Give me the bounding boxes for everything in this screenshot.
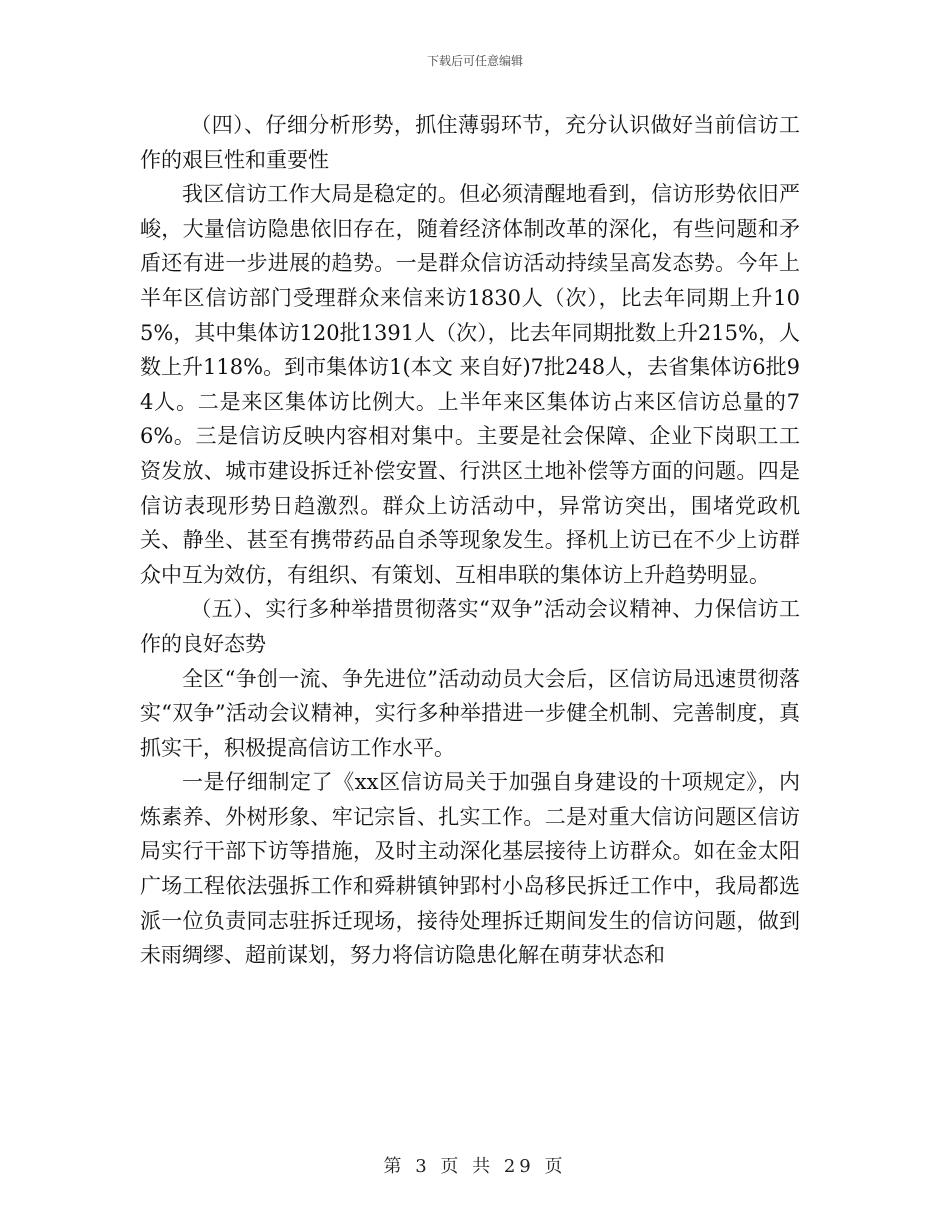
section-heading-four: （四）、仔细分析形势，抓住薄弱环节，充分认识做好当前信访工作的艰巨性和重要性: [140, 113, 800, 172]
body-paragraph-situation: 我区信访工作大局是稳定的。但必须清醒地看到，信访形势依旧严峻，大量信访隐患依旧存在，随着经济体制改革的深化，有些问题和矛盾还有进一步进展的趋势。一是群众信访活动持续呈高发态势。今年上半年区信访部门受理群众来信来访1830人（次），比去年同期上升105%，其中集体访120批1391人（次），比去年同期批数上升215%，人数上升118%。到市集体访1(本文 来自好)7批248人，去省集体访6批94人。二是来区集体访比例大。上半年来区集体访占来区信访总量的76%。三是信访反映内容相对集中。主要是社会保障、企业下岗职工工资发放、城市建设拆迁补偿安置、行洪区土地补偿等方面的问题。四是信访表现形势日趋激烈。群众上访活动中，异常访突出，围堵党政机关、静坐、甚至有携带药品自杀等现象发生。择机上访已在不少上访群众中互为效仿，有组织、有策划、互相串联的集体访上升趋势明显。: [140, 182, 800, 587]
body-paragraph-mobilization: 全区“争创一流、争先进位”活动动员大会后，区信访局迅速贯彻落实“双争”活动会议精神，实行多种举措进一步健全机制、完善制度，真抓实干，积极提高信访工作水平。: [140, 666, 800, 760]
section-heading-five: （五）、实行多种举措贯彻落实“双争”活动会议精神、力保信访工作的良好态势: [140, 597, 800, 656]
page-footer: 第 3 页 共 29 页: [383, 1156, 567, 1177]
page-header: 下载后可任意编辑: [426, 54, 523, 68]
document-body: [140, 108, 800, 973]
body-paragraph-measures: 一是仔细制定了《xx区信访局关于加强自身建设的十项规定》，内炼素养、外树形象、牢记宗旨、扎实工作。二是对重大信访问题区信访局实行干部下访等措施，及时主动深化基层接待上访群众。如在金太阳广场工程依法强拆工作和舜耕镇钟郢村小岛移民拆迁工作中，我局都选派一位负责同志驻拆迁现场，接待处理拆迁期间发生的信访问题，做到未雨绸缪、超前谋划，努力将信访隐患化解在萌芽状态和: [140, 770, 800, 968]
